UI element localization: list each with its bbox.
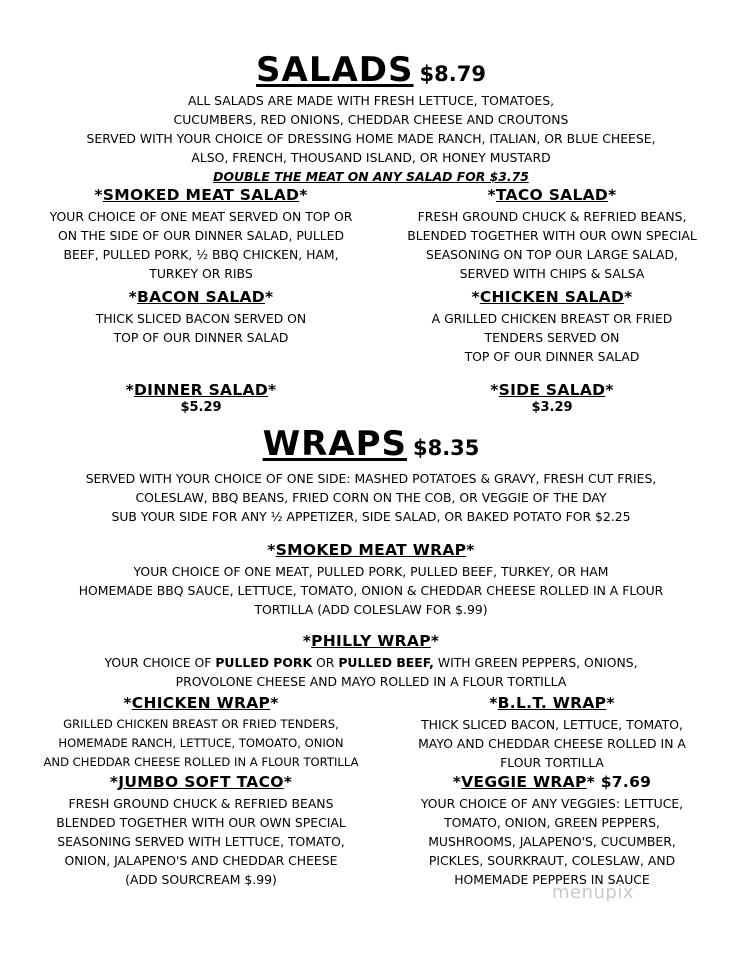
- salads-intro-line: CUCUMBERS, RED ONIONS, CHEDDAR CHEESE AND CROUTONS: [173, 112, 569, 127]
- item-description: YOUR CHOICE OF ONE MEAT SERVED ON TOP OR ON THE SIDE OF OUR DINNER SALAD, PULLED BEEF, PULLED PORK, ½ BBQ CHICKEN, HAM, TURKEY OR RIBS: [49, 209, 353, 281]
- item-description: FRESH GROUND CHUCK & REFRIED BEANS BLENDED TOGETHER WITH OUR OWN SPECIAL SEASONING SERVED WITH LETTUCE, TOMATO, ONION, JALAPENO'S AND CHEDDAR CHEESE (ADD SOURCREAM $.99): [56, 796, 346, 887]
- philly-wrap: [20, 632, 722, 691]
- item-price: $3.29: [531, 400, 573, 415]
- item-description: YOUR CHOICE OF ONE MEAT, PULLED PORK, PULLED BEEF, TURKEY, OR HAM HOMEMADE BBQ SAUCE, LETTUCE, TOMATO, ONION & CHEDDAR CHEESE ROLLED IN A FLOUR TORTILLA (ADD COLESLAW FOR $.99): [78, 564, 664, 617]
- item-title: *SIDE SALAD*: [490, 381, 614, 399]
- item-description: THICK SLICED BACON, LETTUCE, TOMATO, MAYO AND CHEDDAR CHEESE ROLLED IN A FLOUR TORTILLA: [418, 717, 686, 770]
- salads-intro-line: ALL SALADS ARE MADE WITH FRESH LETTUCE, TOMATOES,: [187, 93, 555, 108]
- smoked-meat-wrap: [20, 541, 722, 619]
- item-title: *BACON SALAD*: [128, 288, 274, 306]
- item-title: *CHICKEN WRAP*: [123, 694, 279, 712]
- bacon-salad: [20, 288, 382, 347]
- item-title: *JUMBO SOFT TACO*: [109, 773, 293, 791]
- dinner-salad: [20, 381, 382, 417]
- salads-title: SALADS: [256, 50, 414, 90]
- item-description: GRILLED CHICKEN BREAST OR FRIED TENDERS, HOMEMADE RANCH, LETTUCE, TOMOATO, ONION AND CHEDDAR CHEESE ROLLED IN A FLOUR TORTILLA: [43, 717, 359, 769]
- chicken-wrap: [20, 694, 382, 772]
- item-title: *DINNER SALAD*: [125, 381, 277, 399]
- smoked-meat-salad: [20, 186, 382, 283]
- wraps-intro: SERVED WITH YOUR CHOICE OF ONE SIDE: MASHED POTATOES & GRAVY, FRESH CUT FRIES, COLESLAW, BBQ BEANS, FRIED CORN ON THE COB, OR VEGGIE OF THE DAY SUB YOUR SIDE FOR ANY ½ APPETIZER, SIDE SALAD, OR BAKED POTATO FOR $2.25: [85, 471, 657, 524]
- salads-intro-line: SERVED WITH YOUR CHOICE OF DRESSING HOME MADE RANCH, ITALIAN, OR BLUE CHEESE,: [86, 131, 656, 146]
- wraps-price: $8.35: [412, 436, 480, 460]
- salads-intro: [20, 91, 722, 186]
- item-title: *SMOKED MEAT SALAD*: [94, 186, 308, 204]
- salads-price: $8.79: [419, 62, 486, 86]
- item-description: YOUR CHOICE OF PULLED PORK OR PULLED BEEF, WITH GREEN PEPPERS, ONIONS, PROVOLONE CHEESE AND MAYO ROLLED IN A FLOUR TORTILLA: [104, 655, 638, 689]
- item-title: *PHILLY WRAP*: [302, 632, 440, 650]
- item-description: THICK SLICED BACON SERVED ON TOP OF OUR DINNER SALAD: [95, 311, 307, 345]
- item-title: *TACO SALAD*: [487, 186, 617, 204]
- wraps-heading: [0, 424, 742, 464]
- watermark-logo: menupix: [551, 882, 634, 903]
- salads-heading: [0, 50, 742, 90]
- item-title: *B.L.T. WRAP*: [489, 694, 615, 712]
- item-title: *CHICKEN SALAD*: [471, 288, 633, 306]
- item-description: A GRILLED CHICKEN BREAST OR FRIED TENDERS SERVED ON TOP OF OUR DINNER SALAD: [431, 311, 673, 364]
- double-meat-note: DOUBLE THE MEAT ON ANY SALAD FOR $3.75: [213, 169, 529, 184]
- item-title: *VEGGIE WRAP* $7.69: [452, 773, 652, 791]
- veggie-wrap-price: $7.69: [600, 773, 652, 791]
- item-title: *SMOKED MEAT WRAP*: [267, 541, 475, 559]
- taco-salad: [382, 186, 722, 283]
- blt-wrap: [382, 694, 722, 772]
- wraps-title: WRAPS: [262, 424, 407, 464]
- item-price: $5.29: [180, 400, 222, 415]
- item-description: YOUR CHOICE OF ANY VEGGIES: LETTUCE, TOMATO, ONION, GREEN PEPPERS, MUSHROOMS, JALAPENO'S, CUCUMBER, PICKLES, SOURKRAUT, COLESLAW, AND HOMEMADE PEPPERS IN SAUCE: [420, 796, 684, 887]
- veggie-wrap: [382, 773, 722, 889]
- jumbo-soft-taco: [20, 773, 382, 889]
- chicken-salad: [382, 288, 722, 366]
- side-salad: [382, 381, 722, 417]
- item-description: FRESH GROUND CHUCK & REFRIED BEANS, BLENDED TOGETHER WITH OUR OWN SPECIAL SEASONING ON TOP OUR LARGE SALAD, SERVED WITH CHIPS & SALSA: [407, 209, 697, 281]
- salads-intro-line: ALSO, FRENCH, THOUSAND ISLAND, OR HONEY MUSTARD: [191, 150, 551, 165]
